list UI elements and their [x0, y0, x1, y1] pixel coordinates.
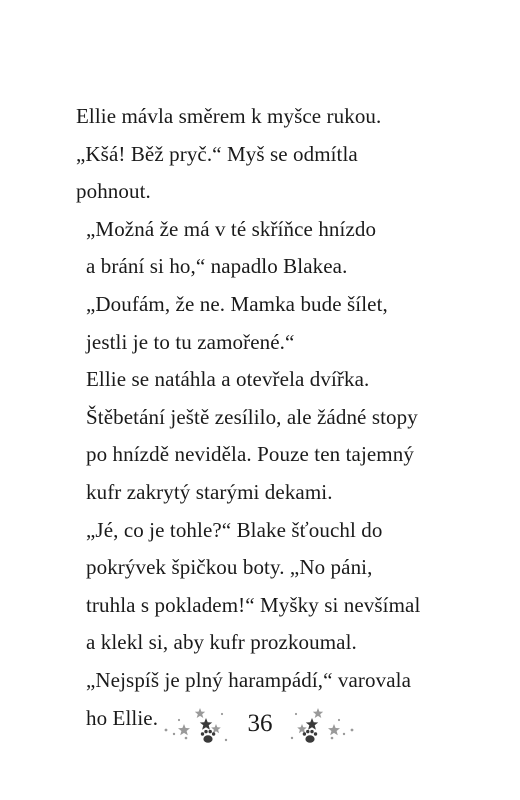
- page-number: 36: [247, 710, 273, 737]
- text-line: truhla s pokladem!“ Myšky si nevšímal: [86, 592, 421, 617]
- text-line: Štěbetání ještě zesílilo, ale žádné stopy: [86, 404, 418, 429]
- paragraph-2: [76, 211, 476, 286]
- text-line: kufr zakrytý starými dekami.: [86, 479, 333, 504]
- paragraph-1: [76, 98, 476, 211]
- text-line: „Kšá! Běž pryč.“ Myš se odmítla: [76, 141, 358, 166]
- paragraph-3: [76, 286, 476, 361]
- text-line: po hnízdě neviděla. Pouze ten tajemný: [86, 442, 414, 467]
- stars-and-pawprint-icon: [162, 704, 232, 748]
- paragraph-5: [76, 512, 476, 662]
- text-line: a brání si ho,“ napadlo Blakea.: [86, 254, 348, 279]
- text-line: „Nejspíš je plný harampádí,“ varovala: [86, 667, 411, 692]
- text-line: a klekl si, aby kufr prozkoumal.: [86, 630, 357, 655]
- text-line: pohnout.: [76, 179, 151, 204]
- text-line: pokrývek špičkou boty. „No páni,: [86, 555, 373, 580]
- text-line: „Jé, co je tohle?“ Blake šťouchl do: [86, 517, 383, 542]
- text-line: jestli je to tu zamořené.“: [86, 329, 295, 354]
- stars-and-pawprint-icon: [286, 704, 356, 748]
- paragraph-4: [76, 361, 476, 511]
- story-text: [76, 98, 476, 737]
- text-line: „Doufám, že ne. Mamka bude šílet,: [86, 291, 388, 316]
- text-line: Ellie mávla směrem k myšce rukou.: [76, 104, 382, 128]
- text-line: Ellie se natáhla a otevřela dvířka.: [86, 367, 370, 392]
- text-line: ho Ellie.: [86, 705, 159, 730]
- page-footer: [0, 700, 520, 750]
- text-line: „Možná že má v té skříňce hnízdo: [86, 216, 377, 241]
